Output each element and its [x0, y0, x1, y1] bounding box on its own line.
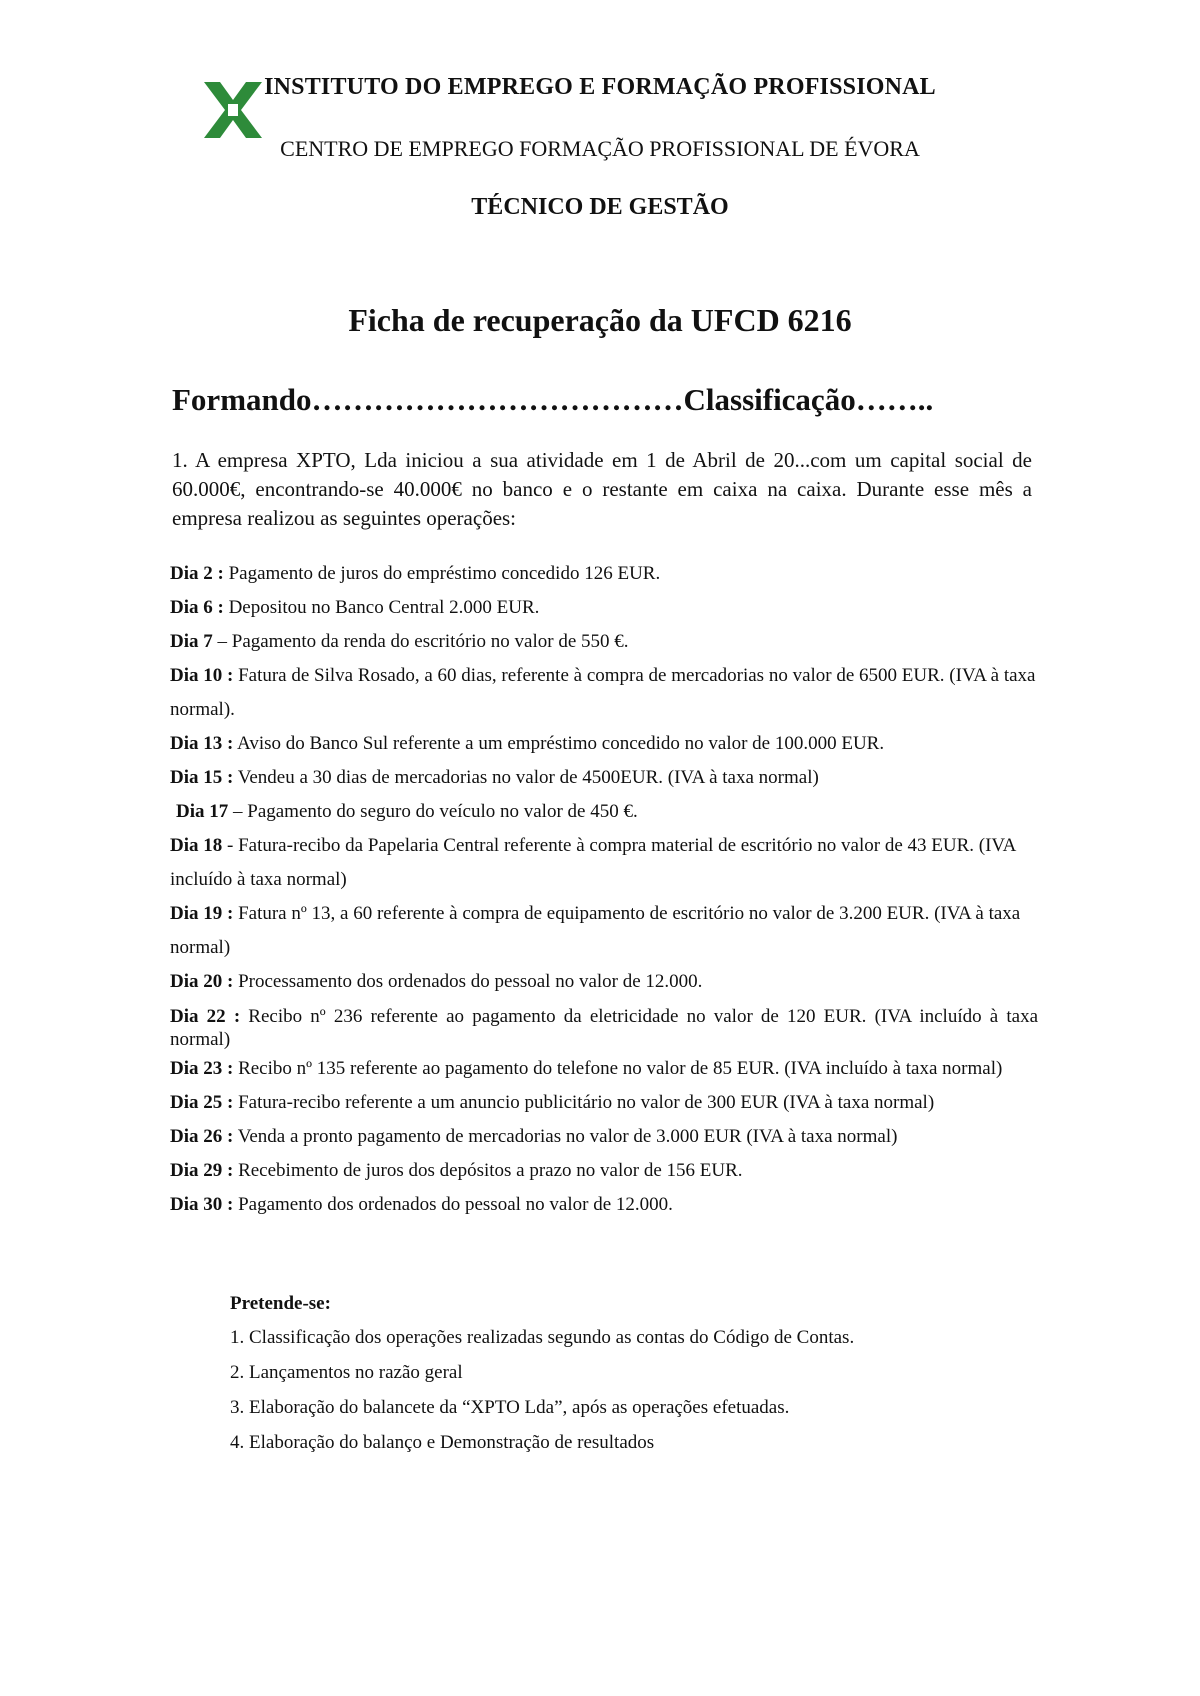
- pretende-section: [230, 1288, 854, 1460]
- operation-day: Dia 7: [170, 631, 213, 652]
- operation-day: Dia 17: [176, 801, 229, 822]
- operation-text: Fatura nº 13, a 60 referente à compra de equipamento de escritório no valor de 3.200 EUR. (IVA à taxa normal): [170, 903, 1021, 958]
- operation-day: Dia 22 :: [170, 1006, 241, 1027]
- page-title: Ficha de recuperação da UFCD 6216: [348, 302, 852, 338]
- operation-day: Dia 20 :: [170, 971, 234, 992]
- operation-item: [170, 591, 1038, 625]
- operation-item: [170, 1005, 1038, 1051]
- operation-day: Dia 2 :: [170, 563, 224, 584]
- course-name: TÉCNICO DE GESTÃO: [471, 194, 729, 220]
- pretende-title: Pretende-se:: [230, 1293, 331, 1314]
- intro-text: . A empresa XPTO, Lda iniciou a sua atividade em 1 de Abril de 20...com um capital social de 60.000€, encontrando-se 40.000€ no banco e o restante em caixa na caixa. Durante esse mês a empresa realizou as seguintes operações:: [172, 448, 1032, 530]
- operation-item: [170, 761, 1038, 795]
- operation-day: Dia 29 :: [170, 1160, 234, 1181]
- operation-text: – Pagamento da renda do escritório no valor de 550 €.: [212, 631, 629, 652]
- operation-day: Dia 25 :: [170, 1092, 234, 1113]
- operation-text: Aviso do Banco Sul referente a um empréstimo concedido no valor de 100.000 EUR.: [233, 733, 885, 754]
- operation-day: Dia 15 :: [170, 767, 234, 788]
- operation-item: [170, 727, 1038, 761]
- task-item: 3. Elaboração do balancete da “XPTO Lda”, após as operações efetuadas.: [230, 1397, 790, 1418]
- operation-item: [170, 965, 1038, 999]
- task-item: 2. Lançamentos no razão geral: [230, 1362, 463, 1383]
- operation-text: – Pagamento do seguro do veículo no valor de 450 €.: [228, 801, 638, 822]
- formando-classificacao-line: Formando………………………………Classificação……..: [172, 382, 934, 417]
- operation-item: [170, 1057, 1038, 1080]
- operation-text: Recibo nº 236 referente ao pagamento da eletricidade no valor de 120 EUR. (IVA incluído à taxa normal): [170, 1006, 1038, 1050]
- operation-text: Recibo nº 135 referente ao pagamento do telefone no valor de 85 EUR. (IVA incluído à taxa normal): [233, 1058, 1003, 1079]
- operation-day: Dia 18: [170, 835, 223, 856]
- operation-day: Dia 6 :: [170, 597, 224, 618]
- operation-day: Dia 23 :: [170, 1058, 234, 1079]
- operation-text: Venda a pronto pagamento de mercadorias no valor de 3.000 EUR (IVA à taxa normal): [233, 1126, 898, 1147]
- operation-item: [170, 1154, 1038, 1188]
- operation-text: Fatura de Silva Rosado, a 60 dias, referente à compra de mercadorias no valor de 6500 EUR. (IVA à taxa normal).: [170, 665, 1036, 720]
- operation-day: Dia 26 :: [170, 1126, 234, 1147]
- operation-text: Pagamento de juros do empréstimo concedido 126 EUR.: [223, 563, 661, 584]
- operation-item: [170, 557, 1038, 591]
- task-item: 4. Elaboração do balanço e Demonstração de resultados: [230, 1432, 655, 1453]
- operation-item: [170, 829, 1038, 897]
- operation-item: [170, 1120, 1038, 1154]
- institute-name: INSTITUTO DO EMPREGO E FORMAÇÃO PROFISSIONAL: [264, 74, 936, 100]
- operation-day: Dia 10 :: [170, 665, 234, 686]
- operation-day: Dia 19 :: [170, 903, 234, 924]
- operation-text: Processamento dos ordenados do pessoal no valor de 12.000.: [233, 971, 703, 992]
- operations-list: [170, 557, 1038, 1222]
- operation-item: [170, 625, 1038, 659]
- operation-item: [170, 897, 1038, 965]
- operation-text: Vendeu a 30 dias de mercadorias no valor de 4500EUR. (IVA à taxa normal): [233, 767, 819, 788]
- operation-text: Recebimento de juros dos depósitos a prazo no valor de 156 EUR.: [233, 1160, 743, 1181]
- operation-text: Depositou no Banco Central 2.000 EUR.: [223, 597, 540, 618]
- operation-item: [170, 1188, 1038, 1222]
- operation-text: - Fatura-recibo da Papelaria Central referente à compra material de escritório no valor de 43 EUR. (IVA incluído à taxa normal): [170, 835, 1016, 890]
- task-item: 1. Classificação dos operações realizadas segundo as contas do Código de Contas.: [230, 1327, 855, 1348]
- operation-text: Fatura-recibo referente a um anuncio publicitário no valor de 300 EUR (IVA à taxa normal): [233, 1092, 935, 1113]
- operation-day: Dia 30 :: [170, 1194, 234, 1215]
- operation-item: [170, 659, 1038, 727]
- operation-day: Dia 13 :: [170, 733, 234, 754]
- intro-number: 1: [172, 448, 183, 472]
- operation-item: [170, 795, 1038, 829]
- operation-text: Pagamento dos ordenados do pessoal no valor de 12.000.: [233, 1194, 673, 1215]
- operation-item: [170, 1086, 1038, 1120]
- center-name: CENTRO DE EMPREGO FORMAÇÃO PROFISSIONAL DE ÉVORA: [280, 136, 920, 161]
- intro-paragraph: [172, 446, 1032, 533]
